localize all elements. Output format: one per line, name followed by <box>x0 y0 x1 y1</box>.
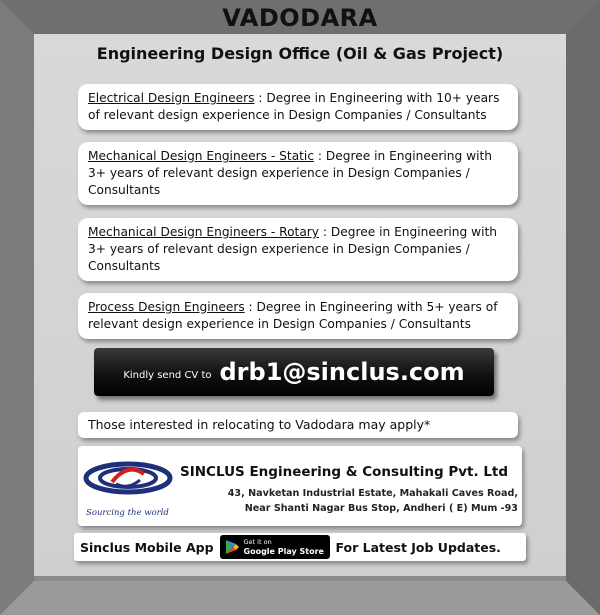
position-description: : Degree in Engineering with 3+ years of relevant design experience in Design Companies / Consultants <box>88 225 497 273</box>
address-line: Near Shanti Nagar Bus Stop, Andheri ( E) Mum -93 <box>244 503 518 514</box>
position-card <box>78 142 518 205</box>
company-address <box>198 486 518 516</box>
position-role: Mechanical Design Engineers - Rotary <box>88 225 320 239</box>
job-updates-label: For Latest Job Updates. <box>335 539 501 555</box>
badge-line2: Google Play Store <box>243 547 324 556</box>
position-card <box>78 218 518 281</box>
send-cv-banner <box>94 348 494 396</box>
mobile-app-bar <box>74 533 526 561</box>
sinclus-logo-icon <box>82 450 174 510</box>
google-play-icon <box>224 539 240 555</box>
company-logo <box>82 450 174 522</box>
position-card <box>78 84 518 130</box>
position-role: Electrical Design Engineers <box>88 91 255 105</box>
contact-email-link[interactable]: drb1@sinclus.com <box>219 358 465 386</box>
position-description: : Degree in Engineering with 3+ years of relevant design experience in Design Companies / Consultants <box>88 149 492 197</box>
position-role: Process Design Engineers <box>88 300 245 314</box>
position-role: Mechanical Design Engineers - Static <box>88 149 315 163</box>
company-card <box>78 446 522 526</box>
relocation-note: Those interested in relocating to Vadodara may apply* <box>78 412 518 438</box>
mobile-app-label: Sinclus Mobile App <box>80 539 214 555</box>
position-description: : Degree in Engineering with 10+ years of relevant design experience in Design Companies / Consultants <box>88 91 500 122</box>
send-cv-prefix: Kindly send CV to <box>123 369 212 381</box>
badge-text <box>244 538 324 556</box>
address-line: 43, Navketan Industrial Estate, Mahakali Caves Road, <box>227 488 518 499</box>
company-tagline: Sourcing the world <box>86 508 169 518</box>
page-title: VADODARA <box>222 4 378 32</box>
company-name: SINCLUS Engineering & Consulting Pvt. Ltd <box>180 464 509 480</box>
position-description: : Degree in Engineering with 5+ years of relevant design experience in Design Companies / Consultants <box>88 300 498 331</box>
page-subtitle: Engineering Design Office (Oil & Gas Project) <box>96 44 504 63</box>
position-card <box>78 293 518 339</box>
google-play-badge[interactable] <box>220 535 330 559</box>
badge-line1: Get it on <box>243 538 272 546</box>
